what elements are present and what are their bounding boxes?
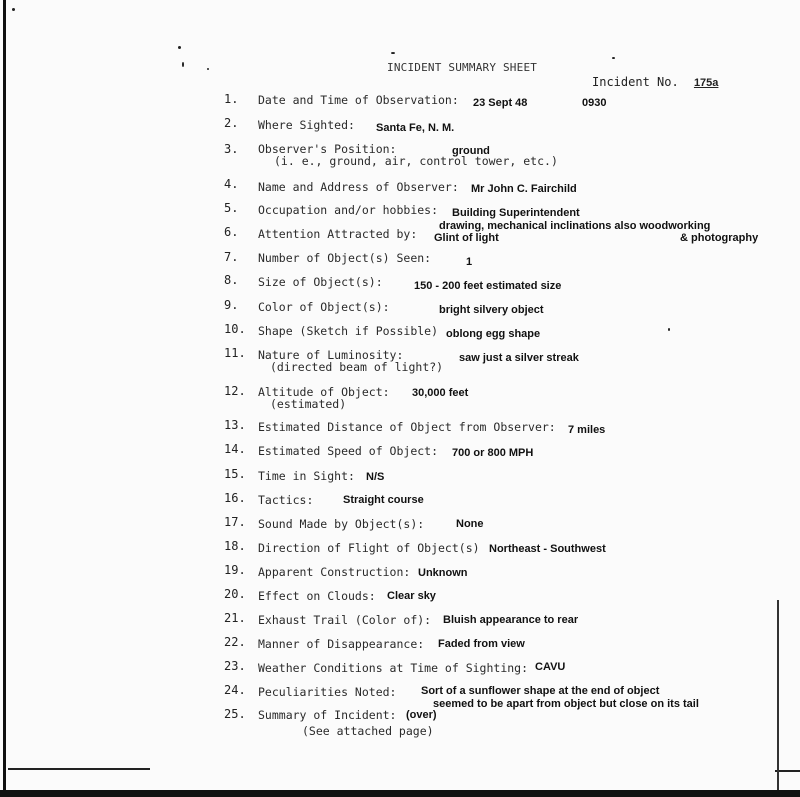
item-label: Estimated Distance of Object from Observer: [258, 420, 556, 434]
item-label: Nature of Luminosity: [258, 348, 404, 362]
item-number: 11. [224, 346, 246, 360]
item-label: Occupation and/or hobbies: [258, 203, 439, 217]
item-number: 1. [224, 92, 239, 106]
scan-border-left [3, 0, 6, 797]
scan-line-right [777, 600, 779, 790]
item-number: 13. [224, 418, 246, 432]
item-label: Where Sighted: [258, 118, 355, 132]
item-answer: None [456, 518, 484, 530]
item-label: Sound Made by Object(s): [258, 517, 425, 531]
item-number: 24. [224, 683, 246, 697]
item-label: Exhaust Trail (Color of): [258, 613, 432, 627]
item-answer: Faded from view [438, 638, 525, 650]
item-answer: bright silvery object [439, 304, 544, 316]
item-answer-secondary: 0930 [582, 97, 607, 109]
item-sublabel: (See attached page) [302, 724, 434, 738]
item-answer: Sort of a sunflower shape at the end of object [421, 685, 660, 697]
speck [612, 57, 615, 59]
item-number: 6. [224, 225, 239, 239]
item-label: Time in Sight: [258, 469, 355, 483]
item-sublabel: (estimated) [270, 397, 347, 411]
speck [207, 68, 209, 70]
item-label: Shape (Sketch if Possible) [258, 324, 439, 338]
item-answer: Northeast - Southwest [489, 543, 606, 555]
item-answer: 700 or 800 MPH [452, 447, 534, 459]
scan-border-bottom [0, 790, 800, 797]
item-label: Direction of Flight of Object(s) [258, 541, 480, 555]
page-title: INCIDENT SUMMARY SHEET [387, 61, 538, 74]
item-number: 25. [224, 707, 246, 721]
item-label: Tactics: [258, 493, 314, 507]
item-answer-tertiary: & photography [680, 232, 759, 244]
item-answer: Clear sky [387, 590, 436, 602]
item-label: Attention Attracted by: [258, 227, 418, 241]
item-answer: Mr John C. Fairchild [471, 183, 577, 195]
item-answer: Glint of light [434, 232, 499, 244]
item-label: Date and Time of Observation: [258, 93, 459, 107]
item-number: 10. [224, 322, 246, 336]
item-answer: Building Superintendent [452, 207, 580, 219]
item-answer: 7 miles [568, 424, 606, 436]
item-number: 21. [224, 611, 246, 625]
item-number: 20. [224, 587, 246, 601]
item-answer: 23 Sept 48 [473, 97, 528, 109]
item-number: 23. [224, 659, 246, 673]
item-answer: ground [452, 145, 490, 157]
item-answer: CAVU [535, 661, 566, 673]
item-label: Name and Address of Observer: [258, 180, 459, 194]
item-number: 17. [224, 515, 246, 529]
item-number: 22. [224, 635, 246, 649]
item-label: Effect on Clouds: [258, 589, 376, 603]
speck [178, 46, 181, 49]
item-answer: 150 - 200 feet estimated size [414, 280, 562, 292]
item-answer: Santa Fe, N. M. [376, 122, 455, 134]
item-number: 14. [224, 442, 246, 456]
item-number: 8. [224, 273, 239, 287]
item-label: Size of Object(s): [258, 275, 383, 289]
item-number: 9. [224, 298, 239, 312]
item-label: Summary of Incident: [258, 708, 397, 722]
item-answer: Unknown [418, 567, 468, 579]
item-number: 18. [224, 539, 246, 553]
item-label: Number of Object(s) Seen: [258, 251, 432, 265]
item-answer: N/S [366, 471, 385, 483]
item-answer: 1 [466, 256, 473, 268]
scan-rule-left [8, 768, 150, 770]
item-number: 16. [224, 491, 246, 505]
incident-number-label: Incident No. [592, 75, 679, 89]
item-number: 15. [224, 467, 246, 481]
item-number: 12. [224, 384, 246, 398]
incident-number [592, 75, 718, 89]
item-number: 3. [224, 142, 239, 156]
item-answer: Straight course [343, 494, 424, 506]
item-answer: Bluish appearance to rear [443, 614, 579, 626]
item-label: Estimated Speed of Object: [258, 444, 439, 458]
item-label: Weather Conditions at Time of Sighting: [258, 661, 529, 675]
item-label: Apparent Construction: [258, 565, 411, 579]
speck [391, 52, 395, 54]
item-answer: (over) [406, 709, 437, 721]
item-label: Observer's Position: [258, 142, 397, 156]
item-number: 7. [224, 250, 239, 264]
item-label: Peculiarities Noted: [258, 685, 397, 699]
item-number: 2. [224, 116, 239, 130]
incident-number-value: 175a [693, 77, 719, 89]
item-answer-secondary: drawing, mechanical inclinations also woodworking [439, 220, 711, 232]
item-sublabel: (i. e., ground, air, control tower, etc.) [274, 154, 558, 168]
item-answer-secondary: seemed to be apart from object but close on its tail [433, 698, 699, 710]
item-sublabel: (directed beam of light?) [270, 360, 444, 374]
item-label: Altitude of Object: [258, 385, 390, 399]
item-number: 4. [224, 177, 239, 191]
speck [668, 328, 670, 331]
item-number: 5. [224, 201, 239, 215]
speck [182, 62, 184, 67]
item-number: 19. [224, 563, 246, 577]
item-answer: saw just a silver streak [459, 352, 579, 364]
speck [12, 8, 15, 11]
item-answer: oblong egg shape [446, 328, 541, 340]
item-answer: 30,000 feet [412, 387, 469, 399]
item-label: Manner of Disappearance: [258, 637, 425, 651]
item-label: Color of Object(s): [258, 300, 390, 314]
